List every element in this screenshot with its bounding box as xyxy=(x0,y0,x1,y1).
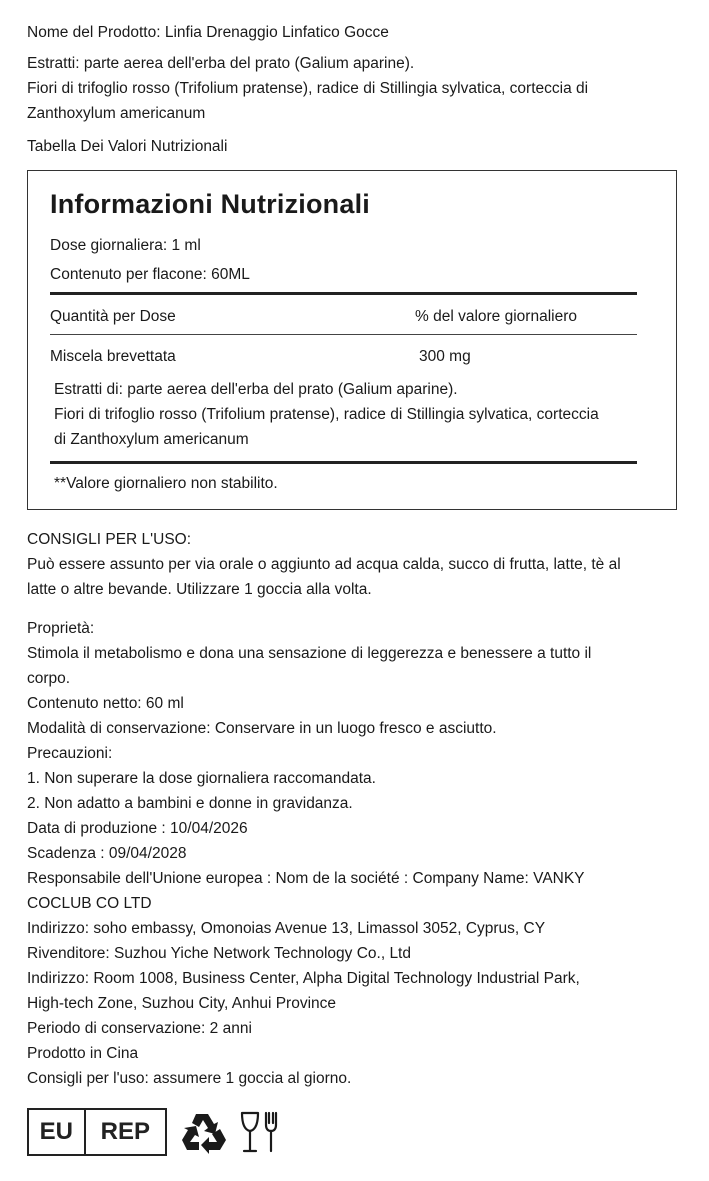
expiry-date: Scadenza : 09/04/2028 xyxy=(27,845,187,862)
detail-line: COCLUB CO LTD xyxy=(27,895,152,912)
divider-thick-bottom xyxy=(50,461,637,464)
detail-line: Stimola il metabolismo e dona una sensazione di leggerezza e benessere a tutto il xyxy=(27,645,592,662)
detail-line: High-tech Zone, Suzhou City, Anhui Province xyxy=(27,995,337,1012)
extracts-line-2: Fiori di trifoglio rosso (Trifolium pratense), radice di Stillingia sylvatica, corteccia di xyxy=(27,80,589,97)
detail-line: Contenuto netto: 60 ml xyxy=(27,695,184,712)
blend-description-line-3: di Zanthoxylum americanum xyxy=(54,431,249,448)
column-header-daily-value: % del valore giornaliero xyxy=(415,308,577,325)
blend-name: Miscela brevettata xyxy=(50,348,176,365)
detail-line: Consigli per l'uso: assumere 1 goccia al giorno. xyxy=(27,1070,352,1087)
footnote: **Valore giornaliero non stabilito. xyxy=(54,475,278,492)
nutrition-facts-panel xyxy=(27,170,677,510)
detail-line: Periodo di conservazione: 2 anni xyxy=(27,1020,252,1037)
detail-line: Precauzioni: xyxy=(27,745,113,762)
eu-rep-badge xyxy=(27,1108,167,1156)
nutrition-title: Informazioni Nutrizionali xyxy=(50,189,370,219)
product-name: Nome del Prodotto: Linfia Drenaggio Linfatico Gocce xyxy=(27,24,389,41)
divider-thick xyxy=(50,292,637,295)
detail-line: Indirizzo: soho embassy, Omonoias Avenue 13, Limassol 3052, Cyprus, CY xyxy=(27,920,546,937)
eu-badge-text: EU xyxy=(39,1118,74,1145)
detail-line: corpo. xyxy=(27,670,71,687)
usage-line-1: Può essere assunto per via orale o aggiunto ad acqua calda, succo di frutta, latte, tè al xyxy=(27,556,621,573)
glass-fork-icon xyxy=(239,1110,283,1156)
divider-thin xyxy=(50,334,637,335)
blend-description-line-1: Estratti di: parte aerea dell'erba del prato (Galium aparine). xyxy=(54,381,458,398)
blend-description-line-2: Fiori di trifoglio rosso (Trifolium pratense), radice di Stillingia sylvatica, corteccia xyxy=(54,406,599,423)
detail-line: Responsabile dell'Unione europea : Nom de la société : Company Name: VANKY xyxy=(27,870,585,887)
detail-line: Rivenditore: Suzhou Yiche Network Technology Co., Ltd xyxy=(27,945,411,962)
detail-line: Proprietà: xyxy=(27,620,95,637)
table-caption: Tabella Dei Valori Nutrizionali xyxy=(27,138,228,155)
detail-line: 2. Non adatto a bambini e donne in gravidanza. xyxy=(27,795,353,812)
content-per-bottle: Contenuto per flacone: 60ML xyxy=(50,266,250,283)
detail-line: Prodotto in Cina xyxy=(27,1045,139,1062)
daily-dose: Dose giornaliera: 1 ml xyxy=(50,237,201,254)
detail-line: Indirizzo: Room 1008, Business Center, Alpha Digital Technology Industrial Park, xyxy=(27,970,580,987)
production-date: Data di produzione : 10/04/2026 xyxy=(27,820,248,837)
extracts-line-3: Zanthoxylum americanum xyxy=(27,105,206,122)
detail-line: 1. Non superare la dose giornaliera raccomandata. xyxy=(27,770,376,787)
blend-amount: 300 mg xyxy=(419,348,471,365)
extracts-line-1: Estratti: parte aerea dell'erba del prato (Galium aparine). xyxy=(27,55,415,72)
rep-badge-text: REP xyxy=(84,1110,165,1154)
recycle-icon xyxy=(179,1110,229,1156)
column-header-amount: Quantità per Dose xyxy=(50,308,176,325)
usage-line-2: latte o altre bevande. Utilizzare 1 goccia alla volta. xyxy=(27,581,372,598)
usage-heading: CONSIGLI PER L'USO: xyxy=(27,531,192,548)
detail-line: Modalità di conservazione: Conservare in un luogo fresco e asciutto. xyxy=(27,720,497,737)
